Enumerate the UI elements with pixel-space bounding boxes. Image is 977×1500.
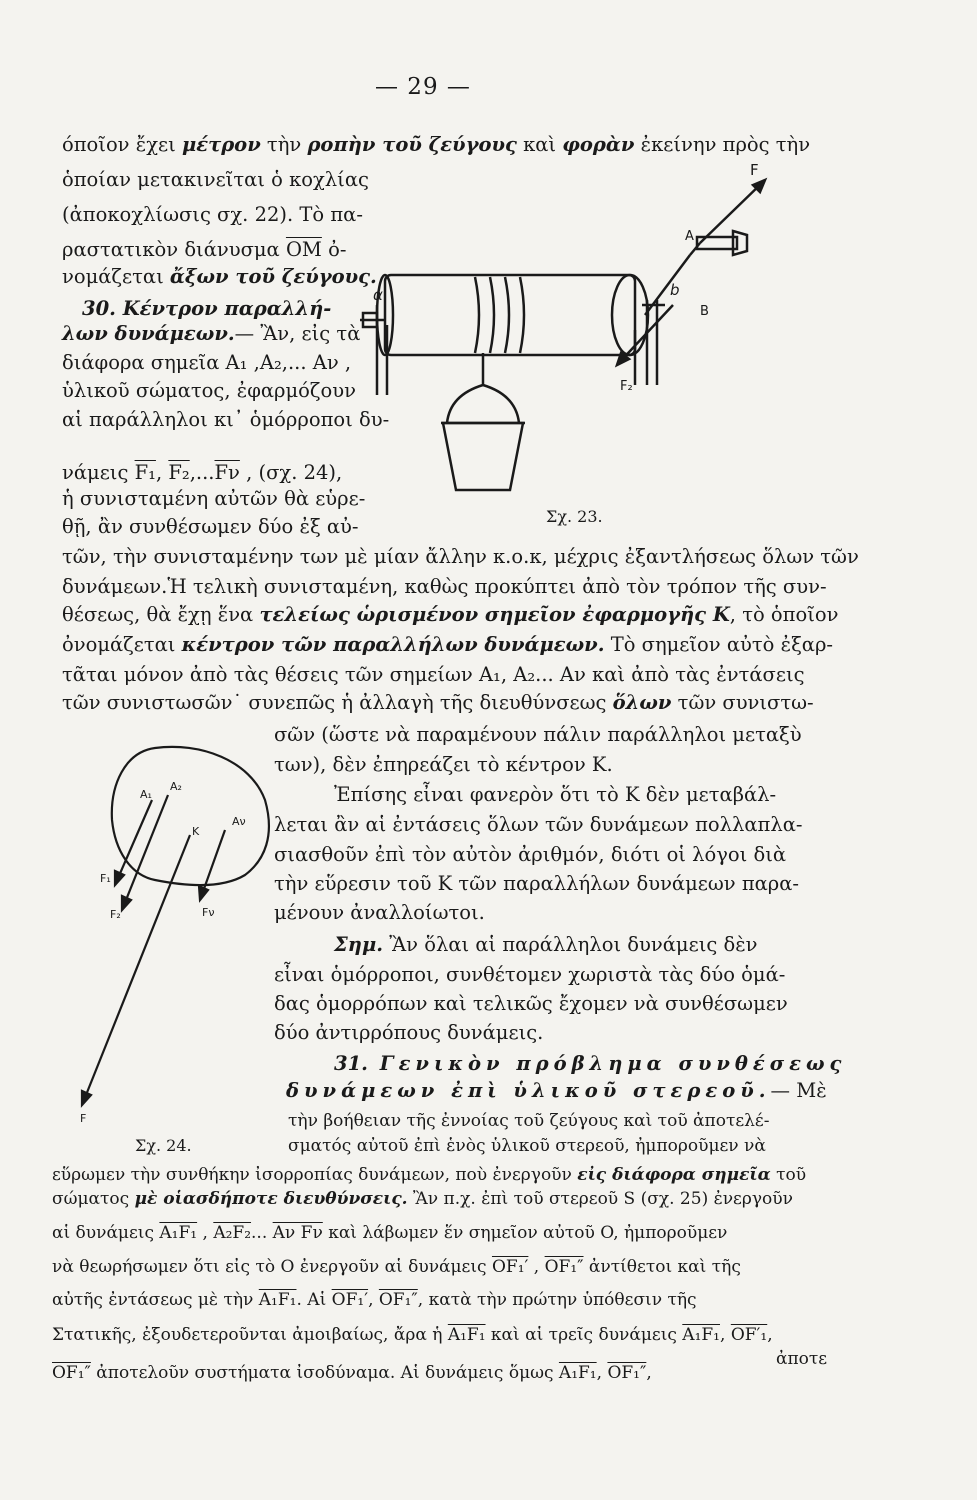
- figure-23-windlass: [355, 155, 795, 525]
- label-F: F: [80, 1112, 87, 1125]
- label-Av: Aν: [232, 815, 246, 828]
- label-alpha: α: [373, 286, 383, 304]
- text-line: ραστατικὸν διάνυσμα $\overline{OM}$ ὀ-: [62, 238, 347, 261]
- label-A2: A₂: [170, 780, 182, 793]
- section-heading: 31. Γενικὸν πρόβλημα συνθέσεως: [334, 1052, 847, 1075]
- label-F1: F₁: [100, 872, 111, 885]
- text-line: εὕρωμεν τὴν συνθήκην ἰσορροπίας δυνάμεων, ποὺ ἐνεργοῦν εἰς διάφορα σημεῖα τοῦ: [52, 1165, 807, 1185]
- label-A: A: [685, 229, 694, 244]
- text-line: νάμεις F₁, $F_2,...\overline{F\nu}$ , (σχ. 24),: [62, 461, 343, 484]
- text-line: ἀποτε: [776, 1349, 828, 1369]
- text-line: τὴν εὕρεσιν τοῦ K τῶν παραλλήλων δυνάμεων παρα-: [274, 872, 800, 895]
- text-line: θέσεως, θὰ ἔχῃ ἕνα τελείως ὡρισμένον σημεῖον ἐφαρμογῆς K, τὸ ὁποῖον: [62, 603, 839, 626]
- text-line: εἶναι ὁμόρροποι, συνθέτομεν χωριστὰ τὰς δύο ὁμά-: [274, 963, 786, 986]
- page-number: — 29 —: [375, 74, 471, 100]
- text-line: νομάζεται ἄξων τοῦ ζεύγους.: [62, 265, 377, 288]
- label-F2: F₂: [110, 908, 121, 921]
- text-line: ὑλικοῦ σώματος, ἐφαρμόζουν: [62, 379, 356, 402]
- text-line: λων δυνάμεων.— Ἂν, εἰς τὰ: [62, 322, 361, 345]
- text-line: ἡ συνισταμένη αὐτῶν θὰ εὑρε-: [62, 487, 366, 510]
- figure-23-caption: Σχ. 23.: [546, 507, 603, 526]
- text-line: σματός αὐτοῦ ἐπὶ ἑνὸς ὑλικοῦ στερεοῦ, ἠμποροῦμεν νὰ: [288, 1136, 766, 1156]
- text-line: των), δὲν ἐπηρεάζει τὸ κέντρον K.: [274, 753, 613, 776]
- figure-24-parallel-forces: [60, 740, 275, 1140]
- text-line: διάφορα σημεῖα A₁ ,A₂,... Aν ,: [62, 351, 352, 374]
- text-line: δας ὁμορρόπων καὶ τελικῶς ἔχομεν νὰ συνθέσωμεν: [274, 992, 788, 1015]
- text-line: αὐτῆς ἐντάσεως μὲ τὴν A₁F₁. Αἱ OF₁′, OF₁″, κατὰ τὴν πρώτην ὑπόθεσιν τῆς: [52, 1290, 697, 1310]
- text-line: νὰ θεωρήσωμεν ὅτι εἰς τὸ O ἐνεργοῦν αἱ δυνάμεις OF₁′ , OF₁″ ἀντίθετοι καὶ τῆς: [52, 1257, 741, 1277]
- label-B: B: [700, 304, 709, 319]
- label-F: F: [750, 161, 759, 179]
- label-b: b: [670, 281, 680, 299]
- text-line: δύο ἀντιρρόπους δυνάμεις.: [274, 1021, 544, 1044]
- text-line: OF₁″ ἀποτελοῦν συστήματα ἰσοδύναμα. Αἱ δυνάμεις ὅμως A₁F₁, OF₁″,: [52, 1363, 652, 1383]
- text-line: τῶν συνιστωσῶν˙ συνεπῶς ἡ ἀλλαγὴ τῆς διευθύνσεως ὅλων τῶν συνιστω-: [62, 691, 814, 714]
- text-line: Ἐπίσης εἶναι φανερὸν ὅτι τὸ K δὲν μεταβάλ-: [334, 783, 777, 806]
- text-line: τὴν βοήθειαν τῆς ἐννοίας τοῦ ζεύγους καὶ τοῦ ἀποτελέ-: [288, 1111, 770, 1131]
- text-line: σώματος μὲ οἱασδήποτε διευθύνσεις. Ἂν π.χ. ἐπὶ τοῦ στερεοῦ S (σχ. 25) ἐνεργοῦν: [52, 1189, 793, 1209]
- text-line: Σημ. Ἂν ὅλαι αἱ παράλληλοι δυνάμεις δὲν: [334, 933, 758, 956]
- section-heading: 30. Κέντρον παραλλή-: [82, 297, 332, 320]
- text-line: θῇ, ἂν συνθέσωμεν δύο ἐξ αὐ-: [62, 515, 359, 538]
- text-line: σιασθοῦν ἐπὶ τὸν αὐτὸν ἀριθμόν, διότι οἱ λόγοι διὰ: [274, 843, 787, 866]
- text-line: σῶν (ὥστε νὰ παραμένουν πάλιν παράλληλοι μεταξὺ: [274, 723, 802, 746]
- text-line: τῶν, τὴν συνισταμένην των μὲ μίαν ἄλλην κ.ο.κ, μέχρις ἐξαντλήσεως ὅλων τῶν: [62, 545, 859, 568]
- text-line: ὁποίαν μετακινεῖται ὁ κοχλίας: [62, 168, 369, 191]
- label-F2: F₂: [620, 379, 633, 394]
- text-line: όποῖον ἔχει μέτρον τὴν ροπὴν τοῦ ζεύγους καὶ φορὰν ἐκείνην πρὸς τὴν: [62, 133, 811, 156]
- text-line: μένουν ἀναλλοίωτοι.: [274, 901, 485, 924]
- text-line: τᾶται μόνον ἀπὸ τὰς θέσεις τῶν σημείων A₁, A₂... Aν καὶ ἀπὸ τὰς ἐντάσεις: [62, 663, 805, 686]
- text-line: αἱ δυνάμεις A₁F₁ , A₂F₂... Aν Fν καὶ λάβωμεν ἕν σημεῖον αὐτοῦ O, ἠμποροῦμεν: [52, 1223, 728, 1243]
- text-line: (ἀποκοχλίωσις σχ. 22). Τὸ πα-: [62, 203, 363, 226]
- label-A1: A₁: [140, 788, 152, 801]
- label-Fv: Fν: [202, 906, 215, 919]
- text-line: δυνάμεων ἐπὶ ὑλικοῦ στερεοῦ.— Μὲ: [286, 1079, 827, 1102]
- text-line: Στατικῆς, ἐξουδετεροῦνται ἀμοιβαίως, ἄρα ἡ A₁F₁ καὶ αἱ τρεῖς δυνάμεις A₁F₁, OF′₁,: [52, 1325, 773, 1345]
- figure-24-caption: Σχ. 24.: [135, 1136, 192, 1155]
- text-line: δυνάμεων.Ἡ τελικὴ συνισταμένη, καθὼς προκύπτει ἀπὸ τὸν τρόπον τῆς συν-: [62, 575, 827, 598]
- label-K: K: [192, 825, 200, 838]
- text-line: λεται ἂν αἱ ἐντάσεις ὅλων τῶν δυνάμεων πολλαπλα-: [274, 813, 803, 836]
- text-line: ὀνομάζεται κέντρον τῶν παραλλήλων δυνάμεων. Τὸ σημεῖον αὐτὸ ἐξαρ-: [62, 633, 834, 656]
- text-line: αἱ παράλληλοι κι᾽ ὁμόρροποι δυ-: [62, 408, 390, 431]
